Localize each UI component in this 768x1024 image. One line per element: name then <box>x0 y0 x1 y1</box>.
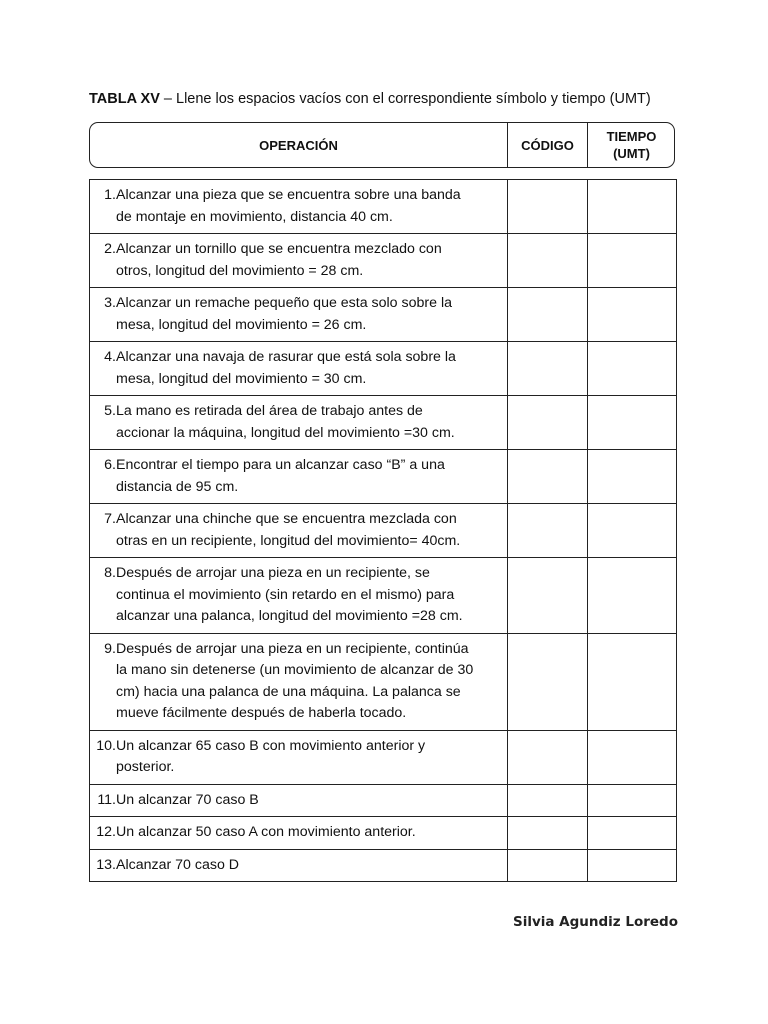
operation-text-line: otros, longitud del movimiento = 28 cm. <box>116 262 364 279</box>
operation-cell <box>90 849 508 882</box>
operation-text-line: distancia de 95 cm. <box>116 478 239 495</box>
table-header <box>89 122 675 168</box>
table-row <box>90 849 677 882</box>
code-cell <box>508 817 588 850</box>
operation-number: 7. <box>104 511 116 527</box>
operation-text-line: Un alcanzar 50 caso A con movimiento anterior. <box>116 824 416 840</box>
operation-number: 8. <box>104 565 116 581</box>
operation-text-line: continua el movimiento (sin retardo en el mismo) para <box>116 586 455 603</box>
time-cell <box>588 784 677 817</box>
operation-text-line: cm) hacia una palanca de una máquina. La palanca se <box>116 683 461 700</box>
operation-text-line: de montaje en movimiento, distancia 40 cm. <box>116 208 393 225</box>
operation-text <box>116 401 499 444</box>
operation-text <box>116 736 499 779</box>
table-row <box>90 784 677 817</box>
operations-table <box>89 179 677 882</box>
operation-number: 4. <box>104 349 116 365</box>
time-cell <box>588 288 677 342</box>
table-row <box>90 396 677 450</box>
code-cell <box>508 342 588 396</box>
code-cell <box>508 234 588 288</box>
operation-text-line: Encontrar el tiempo para un alcanzar caso “B” a una <box>116 457 445 473</box>
table-row <box>90 633 677 730</box>
table-title <box>89 91 651 107</box>
code-cell <box>508 180 588 234</box>
time-cell <box>588 180 677 234</box>
operation-cell <box>90 784 508 817</box>
operation-cell <box>90 450 508 504</box>
time-cell <box>588 730 677 784</box>
operation-text-line: Alcanzar una chinche que se encuentra mezclada con <box>116 511 457 527</box>
code-cell <box>508 450 588 504</box>
table-row <box>90 180 677 234</box>
header-operation: OPERACIÓN <box>259 137 338 153</box>
operations-table-body <box>90 180 677 882</box>
operation-number: 1. <box>104 187 116 203</box>
table-title-text: – Llene los espacios vacíos con el correspondiente símbolo y tiempo (UMT) <box>159 91 651 107</box>
operation-number: 13. <box>96 856 116 873</box>
time-cell <box>588 849 677 882</box>
code-cell <box>508 849 588 882</box>
operation-text <box>116 639 499 725</box>
operation-number: 12. <box>96 824 116 840</box>
author-name: Silvia Agundiz Loredo <box>512 914 678 930</box>
operation-text <box>116 790 499 812</box>
operation-text-line: Alcanzar 70 caso D <box>116 856 240 873</box>
operation-number: 6. <box>104 457 116 473</box>
operation-text <box>116 855 499 877</box>
time-cell <box>588 633 677 730</box>
operation-text-line: Alcanzar una pieza que se encuentra sobre una banda <box>116 187 461 203</box>
operation-cell <box>90 730 508 784</box>
operation-text-line: Alcanzar un tornillo que se encuentra mezclado con <box>116 241 442 257</box>
table-row <box>90 504 677 558</box>
operation-text-line: alcanzar una palanca, longitud del movimiento =28 cm. <box>116 608 463 624</box>
code-cell <box>508 558 588 634</box>
code-cell <box>508 396 588 450</box>
header-time <box>587 123 675 167</box>
operation-cell <box>90 396 508 450</box>
time-cell <box>588 504 677 558</box>
operation-text <box>116 185 499 228</box>
operation-cell <box>90 342 508 396</box>
operation-text-line: Después de arrojar una pieza en un recipiente, continúa <box>116 640 469 657</box>
time-cell <box>588 450 677 504</box>
operation-number: 5. <box>104 403 116 419</box>
operation-text-line: Un alcanzar 70 caso B <box>116 791 259 808</box>
operation-cell <box>90 504 508 558</box>
time-cell <box>588 558 677 634</box>
table-row <box>90 730 677 784</box>
time-cell <box>588 234 677 288</box>
table-row <box>90 234 677 288</box>
operation-text-line: la mano sin detenerse (un movimiento de alcanzar de 30 <box>116 662 474 678</box>
operation-cell <box>90 817 508 850</box>
time-cell <box>588 342 677 396</box>
header-time-line2: (UMT) <box>613 146 650 161</box>
operation-text-line: mesa, longitud del movimiento = 30 cm. <box>116 370 367 387</box>
header-time-line1: TIEMPO <box>606 129 657 144</box>
operation-text-line: mesa, longitud del movimiento = 26 cm. <box>116 316 367 333</box>
operation-text <box>116 293 499 336</box>
operation-text-line: Alcanzar una navaja de rasurar que está sola sobre la <box>116 349 456 365</box>
operation-cell <box>90 288 508 342</box>
operation-number: 2. <box>104 241 116 257</box>
operation-text-line: Un alcanzar 65 caso B con movimiento anterior y <box>116 737 426 754</box>
operation-text-line: La mano es retirada del área de trabajo antes de <box>116 403 423 419</box>
code-cell <box>508 288 588 342</box>
table-row <box>90 288 677 342</box>
operation-cell <box>90 180 508 234</box>
operation-cell <box>90 234 508 288</box>
operation-number: 9. <box>104 640 116 657</box>
operation-text <box>116 509 499 552</box>
time-cell <box>588 817 677 850</box>
table-row <box>90 817 677 850</box>
operation-number: 11. <box>97 791 116 808</box>
operation-text <box>116 239 499 282</box>
operation-text-line: Alcanzar un remache pequeño que esta solo sobre la <box>116 295 452 311</box>
table-row <box>90 342 677 396</box>
code-cell <box>508 633 588 730</box>
operation-number: 3. <box>104 295 116 311</box>
table-row <box>90 558 677 634</box>
operation-text-line: Después de arrojar una pieza en un recipiente, se <box>116 565 430 581</box>
operation-number: 10. <box>96 737 116 754</box>
code-cell <box>508 784 588 817</box>
operation-text <box>116 822 499 844</box>
operation-text <box>116 563 499 628</box>
time-cell <box>588 396 677 450</box>
operation-cell <box>90 633 508 730</box>
header-code: CÓDIGO <box>507 123 587 167</box>
code-cell <box>508 504 588 558</box>
code-cell <box>508 730 588 784</box>
table-title-label: TABLA XV <box>89 91 160 107</box>
operation-cell <box>90 558 508 634</box>
operation-text-line: accionar la máquina, longitud del movimiento =30 cm. <box>116 424 455 441</box>
operation-text <box>116 347 499 390</box>
operation-text <box>116 455 499 498</box>
operation-text-line: otras en un recipiente, longitud del movimiento= 40cm. <box>116 532 461 549</box>
table-row <box>90 450 677 504</box>
operation-text-line: posterior. <box>116 759 175 775</box>
operation-text-line: mueve fácilmente después de haberla tocado. <box>116 705 407 721</box>
